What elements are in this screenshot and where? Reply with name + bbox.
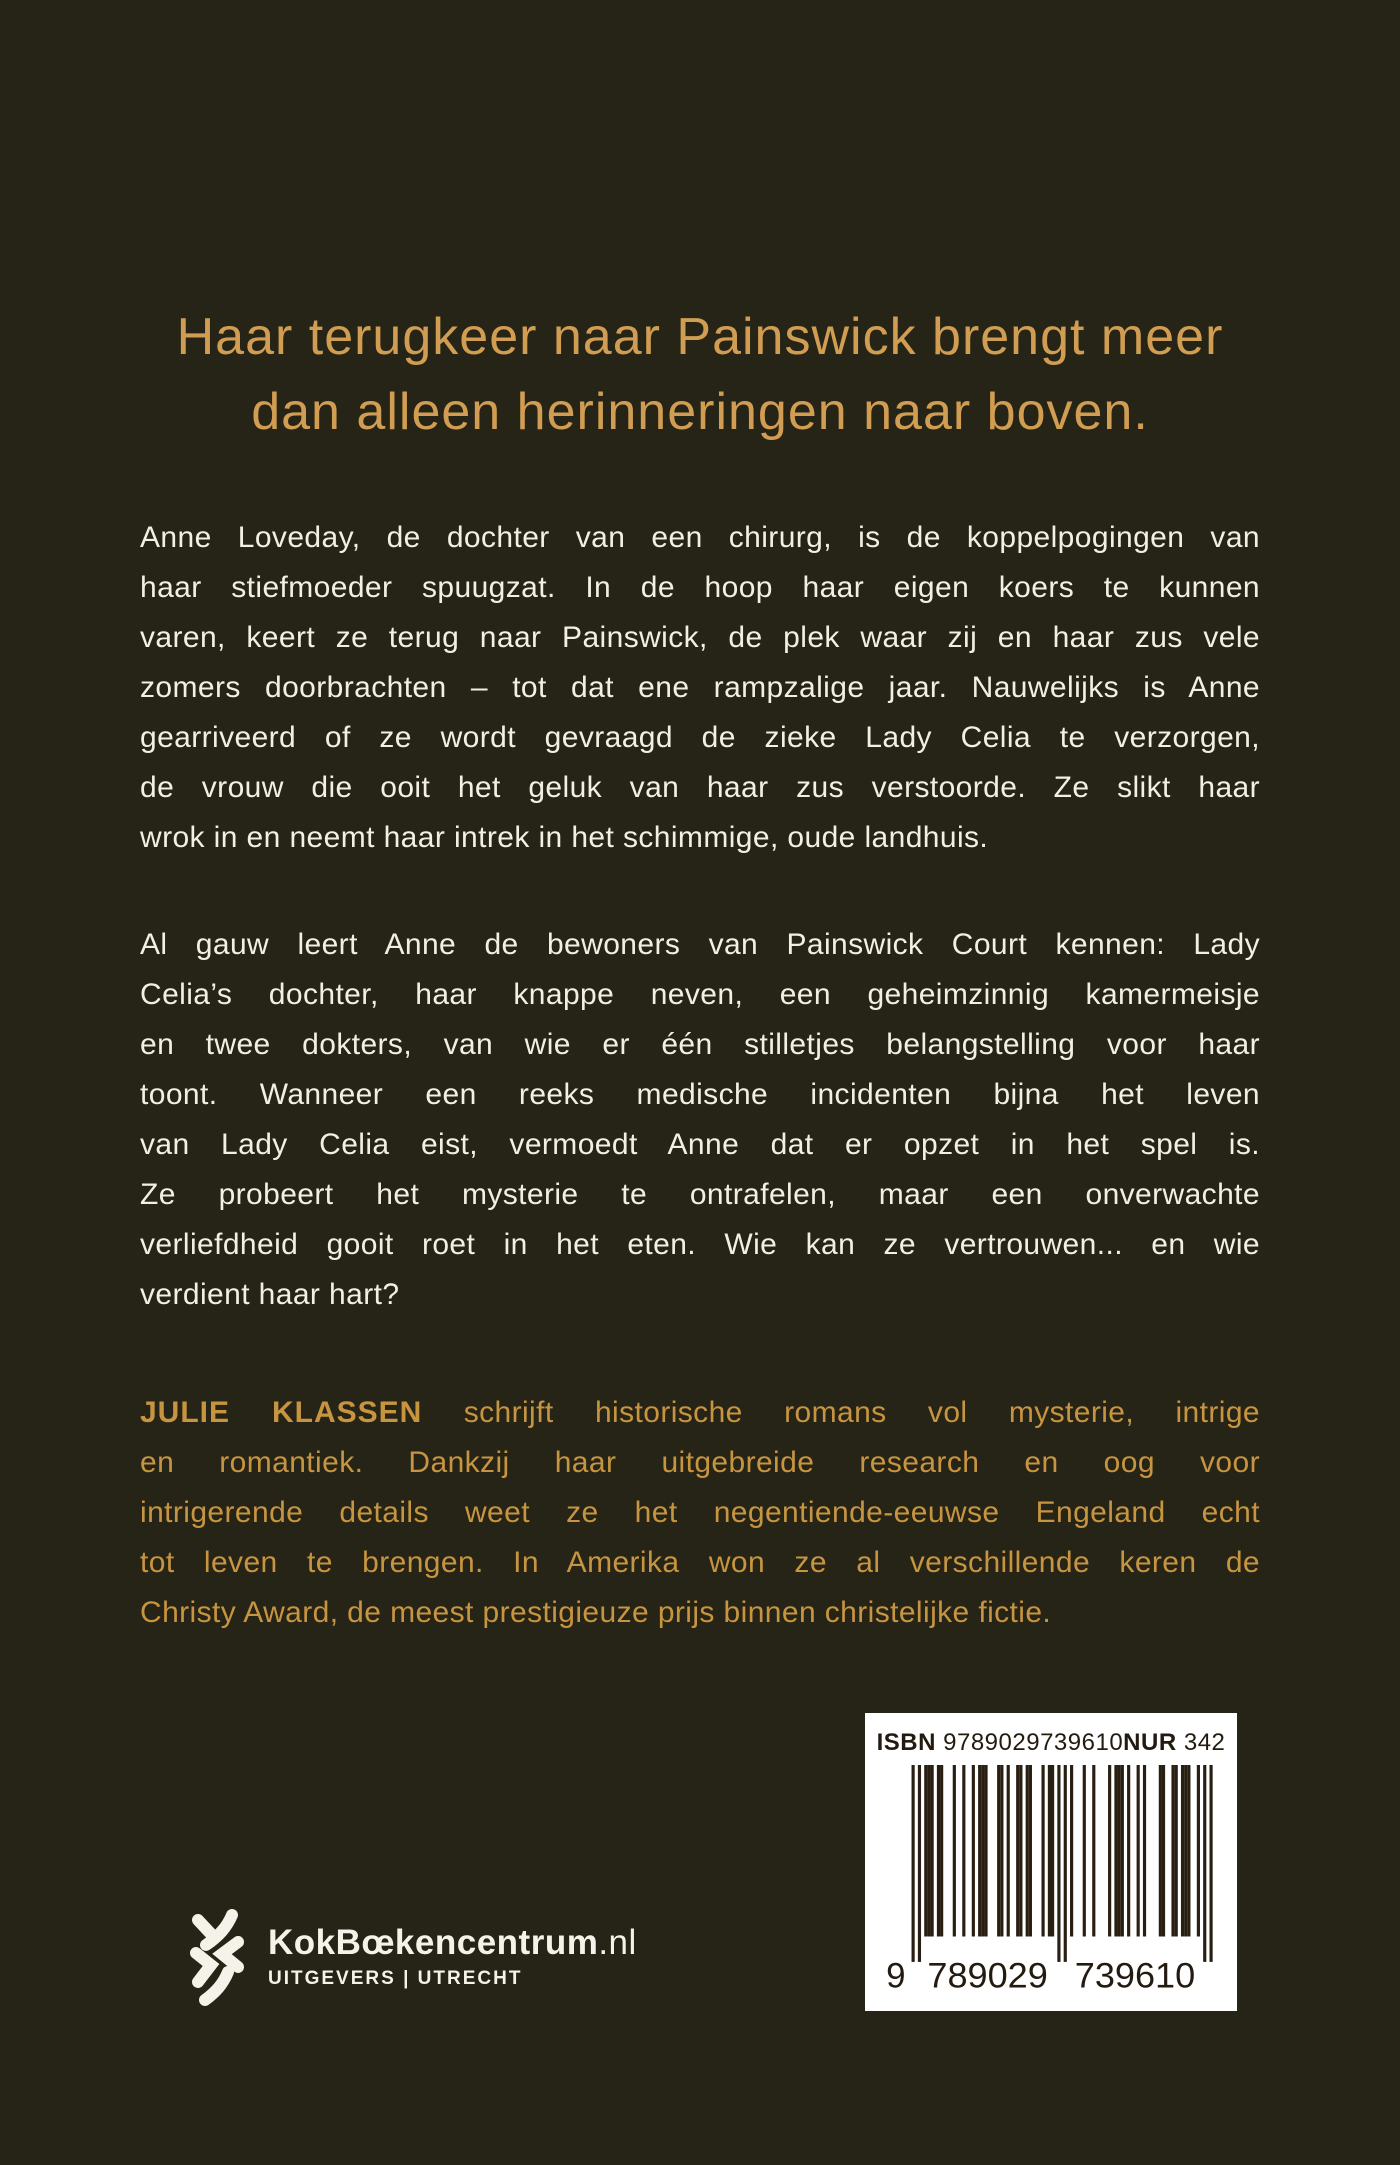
- nur-label: NUR: [1123, 1729, 1177, 1756]
- ean-barcode-svg: [883, 1765, 1219, 2000]
- publisher-name: KokBœkencentrum.nl: [268, 1923, 637, 1962]
- body-line: en twee dokters, van wie er één stilletjes belangstelling voor haar: [140, 1028, 1260, 1061]
- nur-number: 342: [1183, 1729, 1226, 1756]
- headline-line-2: dan alleen herinneringen naar boven.: [251, 383, 1149, 441]
- ean-barcode: [881, 1765, 1221, 2000]
- synopsis-paragraph-2: [140, 920, 1260, 1320]
- isbn-line: [876, 1729, 1226, 1757]
- author-name: JULIE KLASSEN: [140, 1396, 423, 1429]
- headline-line-1: Haar terugkeer naar Painswick brengt meer: [176, 308, 1224, 366]
- body-line: gearriveerd of ze wordt gevraagd de zieke Lady Celia te verzorgen,: [140, 721, 1260, 754]
- publisher-text: [268, 1924, 637, 1990]
- author-bio: [140, 1388, 1260, 1638]
- body-line: Celia’s dochter, haar knappe neven, een geheimzinnig kamermeisje: [140, 978, 1260, 1011]
- author-line: en romantiek. Dankzij haar uitgebreide research en oog voor: [140, 1446, 1260, 1479]
- author-line: Christy Award, de meest prestigieuze prijs binnen christelijke fictie.: [140, 1596, 1052, 1629]
- author-line: intrigerende details weet ze het negentiende-eeuwse Engeland echt: [140, 1496, 1260, 1529]
- body-line: toont. Wanneer een reeks medische incidenten bijna het leven: [140, 1078, 1260, 1111]
- barcode-panel: [865, 1713, 1237, 2011]
- synopsis-paragraph-1: [140, 513, 1260, 863]
- headline: [140, 300, 1260, 450]
- body-line: Anne Loveday, de dochter van een chirurg, is de koppelpogingen van: [140, 521, 1260, 554]
- svg-text:789029: 789029: [927, 1956, 1048, 1996]
- author-line: tot leven te brengen. In Amerika won ze al verschillende keren de: [140, 1546, 1260, 1579]
- body-line: de vrouw die ooit het geluk van haar zus verstoorde. Ze slikt haar: [140, 771, 1260, 804]
- publisher-logo: [186, 1908, 637, 2008]
- body-line: van Lady Celia eist, vermoedt Anne dat er opzet in het spel is.: [140, 1128, 1260, 1161]
- body-line: verliefdheid gooit roet in het eten. Wie kan ze vertrouwen... en wie: [140, 1228, 1260, 1261]
- svg-text:739610: 739610: [1074, 1956, 1196, 1996]
- kok-logo-icon: [186, 1908, 248, 2008]
- isbn-label: ISBN: [876, 1729, 936, 1756]
- body-line: varen, keert ze terug naar Painswick, de plek waar zij en haar zus vele: [140, 621, 1260, 654]
- svg-text:9: 9: [886, 1956, 906, 1996]
- body-line: verdient haar hart?: [140, 1278, 400, 1311]
- body-line: haar stiefmoeder spuugzat. In de hoop haar eigen koers te kunnen: [140, 571, 1260, 604]
- publisher-subtitle: UITGEVERS | UTRECHT: [268, 1968, 523, 1989]
- isbn-number: 9789029739610: [943, 1729, 1124, 1756]
- body-line: Al gauw leert Anne de bewoners van Painswick Court kennen: Lady: [140, 928, 1260, 961]
- author-line: JULIE KLASSEN schrijft historische romans vol mysterie, intrige: [140, 1396, 1260, 1429]
- body-line: Ze probeert het mysterie te ontrafelen, maar een onverwachte: [140, 1178, 1260, 1211]
- body-line: zomers doorbrachten – tot dat ene rampzalige jaar. Nauwelijks is Anne: [140, 671, 1260, 704]
- body-line: wrok in en neemt haar intrek in het schimmige, oude landhuis.: [140, 821, 989, 854]
